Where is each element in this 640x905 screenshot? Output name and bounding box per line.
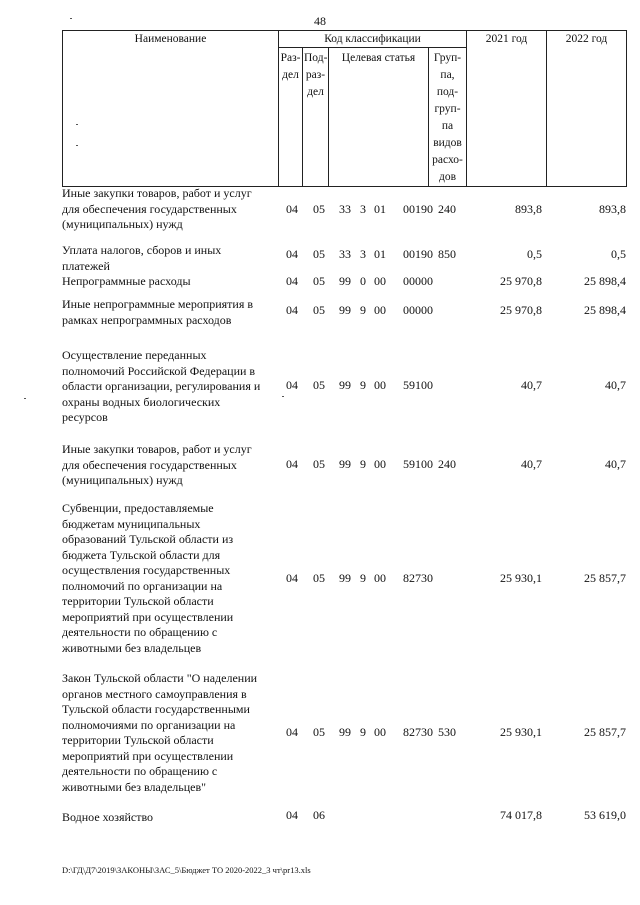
table-row: [62, 274, 626, 290]
row-name: Субвенции, предоставляемые бюджетам муниципальных образований Тульской области из бюджета Тульской области для осуществления государственных полномочий по организации на территории Тульской области мероприятий при осуществлении деятельности по обращению с животными без владельцев: [62, 501, 234, 655]
scan-speck: [24, 398, 26, 399]
cell-2022: 893,8: [599, 202, 626, 216]
cell-target-program: 99: [339, 725, 351, 739]
cell-vr: 530: [438, 725, 456, 739]
cell-target-program: 99: [339, 274, 351, 288]
cell-target-program: 99: [339, 457, 351, 471]
scan-speck: [282, 396, 284, 397]
cell-target-direction: 00000: [403, 274, 433, 288]
table-row: [62, 243, 626, 275]
cell-razdel: 04: [286, 247, 298, 261]
cell-podrazdel: 05: [313, 303, 325, 317]
cell-razdel: 04: [286, 571, 298, 585]
file-path-footer: D:\ГД\Д7\2019\ЗАКОНЫ\ЗАС_5\Бюджет ТО 2020-2022_3 чт\pr13.xls: [62, 865, 311, 875]
scan-speck: [76, 124, 78, 125]
row-name: Иные закупки товаров, работ и услуг для обеспечения государственных (муниципальных) нужд: [62, 442, 252, 487]
cell-target-subprogram: 3: [360, 247, 366, 261]
cell-target-subprogram: 9: [360, 725, 366, 739]
cell-vr: 240: [438, 457, 456, 471]
cell-target-main: 01: [374, 202, 386, 216]
cell-target-direction: 59100: [403, 378, 433, 392]
cell-2021: 25 970,8: [500, 303, 542, 317]
cell-target-program: 99: [339, 378, 351, 392]
page-number: 48: [314, 14, 326, 28]
cell-2022: 25 857,7: [584, 725, 626, 739]
cell-2021: 74 017,8: [500, 808, 542, 822]
cell-2022: 40,7: [605, 378, 626, 392]
cell-2021: 25 970,8: [500, 274, 542, 288]
cell-target-main: 00: [374, 571, 386, 585]
cell-target-main: 00: [374, 457, 386, 471]
cell-2022: 40,7: [605, 457, 626, 471]
table-row: [62, 348, 626, 428]
cell-target-direction: 00000: [403, 303, 433, 317]
row-name: Иные непрограммные мероприятия в рамках непрограммных расходов: [62, 297, 254, 327]
col-podrazdel-header: Под- раз- дел: [303, 48, 329, 187]
cell-2021: 40,7: [521, 457, 542, 471]
cell-target-direction: 00190: [403, 247, 433, 261]
cell-2021: 0,5: [527, 247, 542, 261]
row-name: Иные закупки товаров, работ и услуг для обеспечения государственных (муниципальных) нужд: [62, 186, 252, 231]
cell-podrazdel: 05: [313, 378, 325, 392]
cell-target-subprogram: 9: [360, 378, 366, 392]
cell-target-direction: 82730: [403, 571, 433, 585]
col-code-header: Код классификации: [279, 31, 467, 48]
cell-razdel: 04: [286, 303, 298, 317]
cell-2021: 40,7: [521, 378, 542, 392]
cell-razdel: 04: [286, 808, 298, 822]
col-2021-header: 2021 год: [467, 31, 547, 187]
cell-2022: 53 619,0: [584, 808, 626, 822]
row-name: Уплата налогов, сборов и иных платежей: [62, 243, 222, 273]
cell-target-program: 99: [339, 303, 351, 317]
col-name-header: Наименование: [63, 31, 279, 187]
table-row: [62, 442, 626, 490]
row-name: Водное хозяйство: [62, 810, 154, 824]
cell-podrazdel: 05: [313, 457, 325, 471]
cell-podrazdel: 05: [313, 725, 325, 739]
row-name: Осуществление переданных полномочий Российской Федерации в области организации, регулирования и охраны водных биологических ресурсов: [62, 348, 261, 424]
cell-podrazdel: 06: [313, 808, 325, 822]
scan-speck: [76, 145, 78, 146]
cell-target-subprogram: 9: [360, 457, 366, 471]
col-razdel-header: Раз- дел: [279, 48, 303, 187]
table-header: [62, 30, 627, 187]
cell-podrazdel: 05: [313, 247, 325, 261]
cell-target-main: 00: [374, 378, 386, 392]
table-row: [62, 808, 626, 824]
cell-2021: 25 930,1: [500, 571, 542, 585]
col-2022-header: 2022 год: [547, 31, 627, 187]
cell-target-program: 33: [339, 247, 351, 261]
cell-target-main: 00: [374, 303, 386, 317]
cell-target-program: 33: [339, 202, 351, 216]
cell-2022: 25 898,4: [584, 303, 626, 317]
cell-vr: 240: [438, 202, 456, 216]
cell-podrazdel: 05: [313, 274, 325, 288]
cell-target-subprogram: 3: [360, 202, 366, 216]
cell-2022: 25 857,7: [584, 571, 626, 585]
cell-target-subprogram: 9: [360, 303, 366, 317]
cell-2022: 25 898,4: [584, 274, 626, 288]
cell-vr: 850: [438, 247, 456, 261]
cell-razdel: 04: [286, 378, 298, 392]
table-row: [62, 671, 626, 797]
cell-target-subprogram: 9: [360, 571, 366, 585]
cell-target-main: 01: [374, 247, 386, 261]
row-name: Непрограммные расходы: [62, 274, 191, 288]
cell-target-direction: 59100: [403, 457, 433, 471]
cell-razdel: 04: [286, 202, 298, 216]
row-name: Закон Тульской области "О наделении органов местного самоуправления в Тульской области государственными полномочиями по организации на территории Тульской области мероприятий при осуществлении деятельности по обращению с животными без владельцев": [62, 671, 258, 794]
cell-podrazdel: 05: [313, 571, 325, 585]
cell-2021: 893,8: [515, 202, 542, 216]
cell-target-main: 00: [374, 274, 386, 288]
cell-razdel: 04: [286, 457, 298, 471]
cell-podrazdel: 05: [313, 202, 325, 216]
table-row: [62, 186, 626, 234]
cell-2021: 25 930,1: [500, 725, 542, 739]
table-row: [62, 297, 626, 329]
cell-target-program: 99: [339, 571, 351, 585]
table-row: [62, 501, 626, 659]
col-vr-header: Груп- па, под- груп- па видов расхо- дов: [429, 48, 467, 187]
cell-target-main: 00: [374, 725, 386, 739]
col-target-header: Целевая статья: [329, 48, 429, 187]
cell-target-subprogram: 0: [360, 274, 366, 288]
cell-target-direction: 00190: [403, 202, 433, 216]
cell-razdel: 04: [286, 274, 298, 288]
cell-target-direction: 82730: [403, 725, 433, 739]
cell-razdel: 04: [286, 725, 298, 739]
scan-speck: [70, 18, 72, 19]
cell-2022: 0,5: [611, 247, 626, 261]
